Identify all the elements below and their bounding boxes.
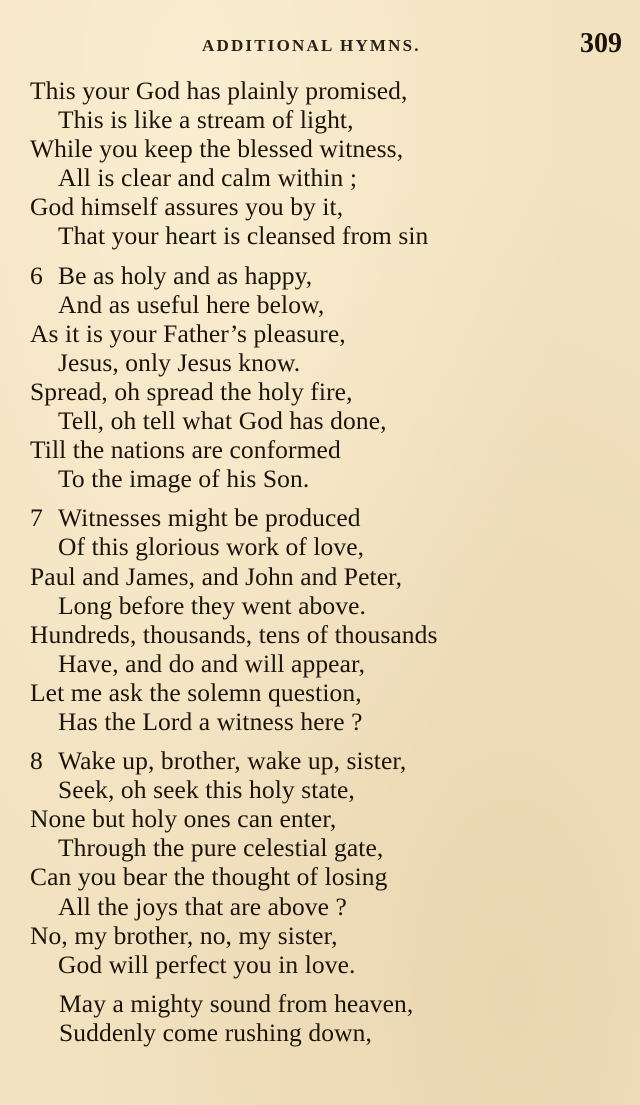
stanza-number: 7: [30, 503, 43, 533]
verse-line: Have, and do and will appear,: [58, 648, 366, 678]
stanza-continuation: [30, 76, 630, 251]
verse-line: Seek, oh seek this holy state,: [58, 775, 355, 805]
verse-line: Long before they went above.: [58, 590, 366, 620]
verse-line: God will perfect you in love.: [58, 949, 356, 979]
verse-line: And as useful here below,: [58, 289, 325, 319]
verse-line: That your heart is cleansed from sin: [58, 221, 429, 251]
verse-line: Tell, oh tell what God has done,: [58, 406, 387, 436]
verse-line: Till the nations are conformed: [30, 435, 341, 465]
verse-line: All the joys that are above ?: [58, 891, 347, 921]
verse-line: All is clear and calm within ;: [58, 163, 358, 193]
stanza-number: 6: [30, 260, 43, 290]
verse-line: May a mighty sound from heaven,: [59, 988, 414, 1018]
verse-line: 6 Be as holy and as happy,: [30, 260, 313, 290]
verse-line: As it is your Father’s pleasure,: [30, 318, 346, 348]
verse-line: 7 Witnesses might be produced: [30, 503, 361, 533]
verse-line: Hundreds, thousands, tens of thousands: [30, 619, 438, 649]
verse-line: This your God has plainly promised,: [30, 76, 408, 105]
stanza-6: [30, 261, 630, 494]
verse-line: God himself assures you by it,: [30, 192, 344, 222]
stanza-7: [30, 503, 630, 736]
verse-line: While you keep the blessed witness,: [30, 134, 404, 164]
verse-line: 8 Wake up, brother, wake up, sister,: [30, 746, 407, 776]
stanza-final-partial: [30, 989, 630, 1047]
hymn-text: [30, 76, 630, 1057]
verse-line: Suddenly come rushing down,: [59, 1017, 372, 1047]
verse-line: None but holy ones can enter,: [30, 804, 337, 834]
verse-line: Can you bear the thought of losing: [30, 862, 388, 892]
verse-line: Spread, oh spread the holy fire,: [30, 376, 353, 406]
verse-line: Through the pure celestial gate,: [58, 833, 384, 863]
verse-line: This is like a stream of light,: [58, 105, 354, 135]
verse-line: To the image of his Son.: [58, 464, 310, 494]
verse-line: Of this glorious work of love,: [58, 532, 365, 562]
verse-line: No, my brother, no, my sister,: [30, 920, 338, 950]
running-head: ADDITIONAL HYMNS.: [202, 36, 421, 55]
stanza-8: [30, 746, 630, 979]
stanza-number: 8: [30, 746, 43, 776]
verse-line: Paul and James, and John and Peter,: [30, 561, 403, 591]
verse-line: Jesus, only Jesus know.: [58, 347, 301, 377]
verse-line: Has the Lord a witness here ?: [58, 706, 363, 736]
page-number: 309: [580, 28, 622, 59]
verse-line: Let me ask the solemn question,: [30, 677, 362, 707]
